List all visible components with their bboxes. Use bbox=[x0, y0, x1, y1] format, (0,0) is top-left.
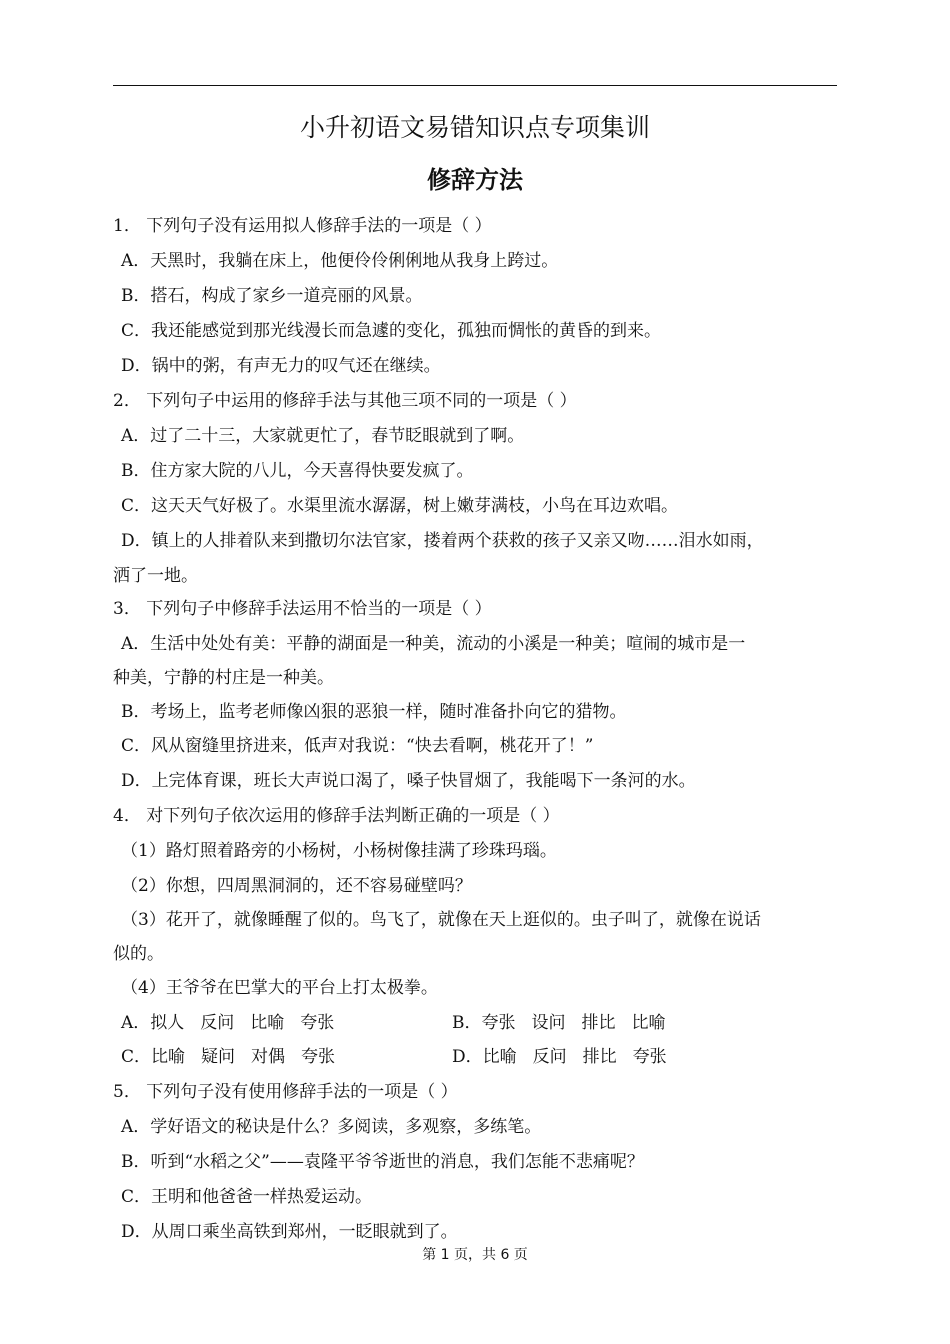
choice-term: 比喻 bbox=[631, 1013, 666, 1033]
question-4-sentence-2: （2）你想，四周黑洞洞的，还不容易碰壁吗？ bbox=[121, 876, 472, 896]
choice-term: 夸张 bbox=[481, 1013, 516, 1033]
choice-term: 比喻 bbox=[250, 1013, 285, 1033]
choice-term: 比喻 bbox=[151, 1047, 186, 1067]
choice-letter: D． bbox=[452, 1047, 483, 1067]
choice-letter: B． bbox=[452, 1013, 482, 1033]
question-2-option-b: B．住方家大院的八儿，今天喜得快要发疯了。 bbox=[121, 461, 474, 481]
question-3-option-b: B．考场上，监考老师像凶狠的恶狼一样，随时准备扑向它的猎物。 bbox=[121, 702, 627, 722]
question-4-choice-d bbox=[452, 1042, 683, 1067]
question-4-choice-c bbox=[121, 1042, 351, 1067]
choice-term: 排比 bbox=[582, 1047, 617, 1067]
choice-term: 对偶 bbox=[251, 1047, 286, 1067]
choice-term: 比喻 bbox=[482, 1047, 517, 1067]
choice-term: 夸张 bbox=[301, 1047, 336, 1067]
question-3-option-a: A．生活中处处有美：平静的湖面是一种美，流动的小溪是一种美；喧闹的城市是一 bbox=[121, 634, 746, 654]
question-3-option-d: D．上完体育课，班长大声说口渴了，嗓子快冒烟了，我能喝下一条河的水。 bbox=[121, 771, 696, 791]
choice-term: 拟人 bbox=[150, 1013, 185, 1033]
page-footer: 第 1 页，共 6 页 bbox=[422, 1247, 528, 1263]
question-4-choice-b bbox=[452, 1008, 682, 1033]
question-3-option-c: C．风从窗缝里挤进来，低声对我说：“快去看啊，桃花开了！” bbox=[121, 736, 594, 756]
question-1-option-d: D．锅中的粥，有声无力的叹气还在继续。 bbox=[121, 356, 441, 376]
question-2-option-d: D．镇上的人排着队来到撒切尔法官家，搂着两个获救的孩子又亲又吻……泪水如雨， bbox=[121, 531, 764, 551]
question-3-option-a-cont: 种美，宁静的村庄是一种美。 bbox=[113, 668, 334, 688]
choice-term: 设问 bbox=[531, 1013, 566, 1033]
question-3-stem: 3． 下列句子中修辞手法运用不恰当的一项是（ ） bbox=[113, 599, 492, 619]
question-1-option-a: A．天黑时，我躺在床上，他便伶伶俐俐地从我身上跨过。 bbox=[121, 251, 559, 271]
header-rule bbox=[113, 85, 837, 86]
question-4-sentence-1: （1）路灯照着路旁的小杨树，小杨树像挂满了珍珠玛瑙。 bbox=[121, 841, 557, 861]
choice-letter: A． bbox=[121, 1013, 151, 1033]
choice-letter: C． bbox=[121, 1047, 152, 1067]
question-5-option-a: A．学好语文的秘诀是什么？多阅读，多观察，多练笔。 bbox=[121, 1117, 542, 1137]
question-4-sentence-4: （4）王爷爷在巴掌大的平台上打太极拳。 bbox=[121, 978, 438, 998]
question-2-option-d-cont: 洒了一地。 bbox=[113, 566, 198, 586]
question-4-choice-a bbox=[121, 1008, 350, 1033]
choice-term: 夸张 bbox=[632, 1047, 667, 1067]
question-4-sentence-3: （3）花开了，就像睡醒了似的。鸟飞了，就像在天上逛似的。虫子叫了，就像在说话 bbox=[121, 910, 761, 930]
question-5-option-b: B．听到“水稻之父”——袁隆平爷爷逝世的消息，我们怎能不悲痛呢？ bbox=[121, 1152, 644, 1172]
question-5-stem: 5． 下列句子没有使用修辞手法的一项是（ ） bbox=[113, 1082, 458, 1102]
question-2-option-c: C．这天天气好极了。水渠里流水潺潺，树上嫩芽满枝，小鸟在耳边欢唱。 bbox=[121, 496, 679, 516]
choice-term: 反问 bbox=[200, 1013, 235, 1033]
page-title: 小升初语文易错知识点专项集训 bbox=[299, 113, 650, 142]
choice-term: 排比 bbox=[581, 1013, 616, 1033]
section-title: 修辞方法 bbox=[427, 166, 523, 194]
question-1-option-c: C．我还能感觉到那光线漫长而急遽的变化，孤独而惆怅的黄昏的到来。 bbox=[121, 321, 662, 341]
question-4-stem: 4． 对下列句子依次运用的修辞手法判断正确的一项是（ ） bbox=[113, 806, 560, 826]
question-1-option-b: B．搭石，构成了家乡一道亮丽的风景。 bbox=[121, 286, 423, 306]
question-1-stem: 1． 下列句子没有运用拟人修辞手法的一项是（ ） bbox=[113, 216, 492, 236]
question-5-option-c: C．王明和他爸爸一样热爱运动。 bbox=[121, 1187, 373, 1207]
question-2-option-a: A．过了二十三，大家就更忙了，春节眨眼就到了啊。 bbox=[121, 426, 525, 446]
choice-term: 夸张 bbox=[300, 1013, 335, 1033]
choice-term: 反问 bbox=[532, 1047, 567, 1067]
question-2-stem: 2． 下列句子中运用的修辞手法与其他三项不同的一项是（ ） bbox=[113, 391, 577, 411]
question-4-sentence-3-cont: 似的。 bbox=[113, 944, 164, 964]
question-5-option-d: D．从周口乘坐高铁到郑州，一眨眼就到了。 bbox=[121, 1222, 458, 1242]
choice-term: 疑问 bbox=[201, 1047, 236, 1067]
